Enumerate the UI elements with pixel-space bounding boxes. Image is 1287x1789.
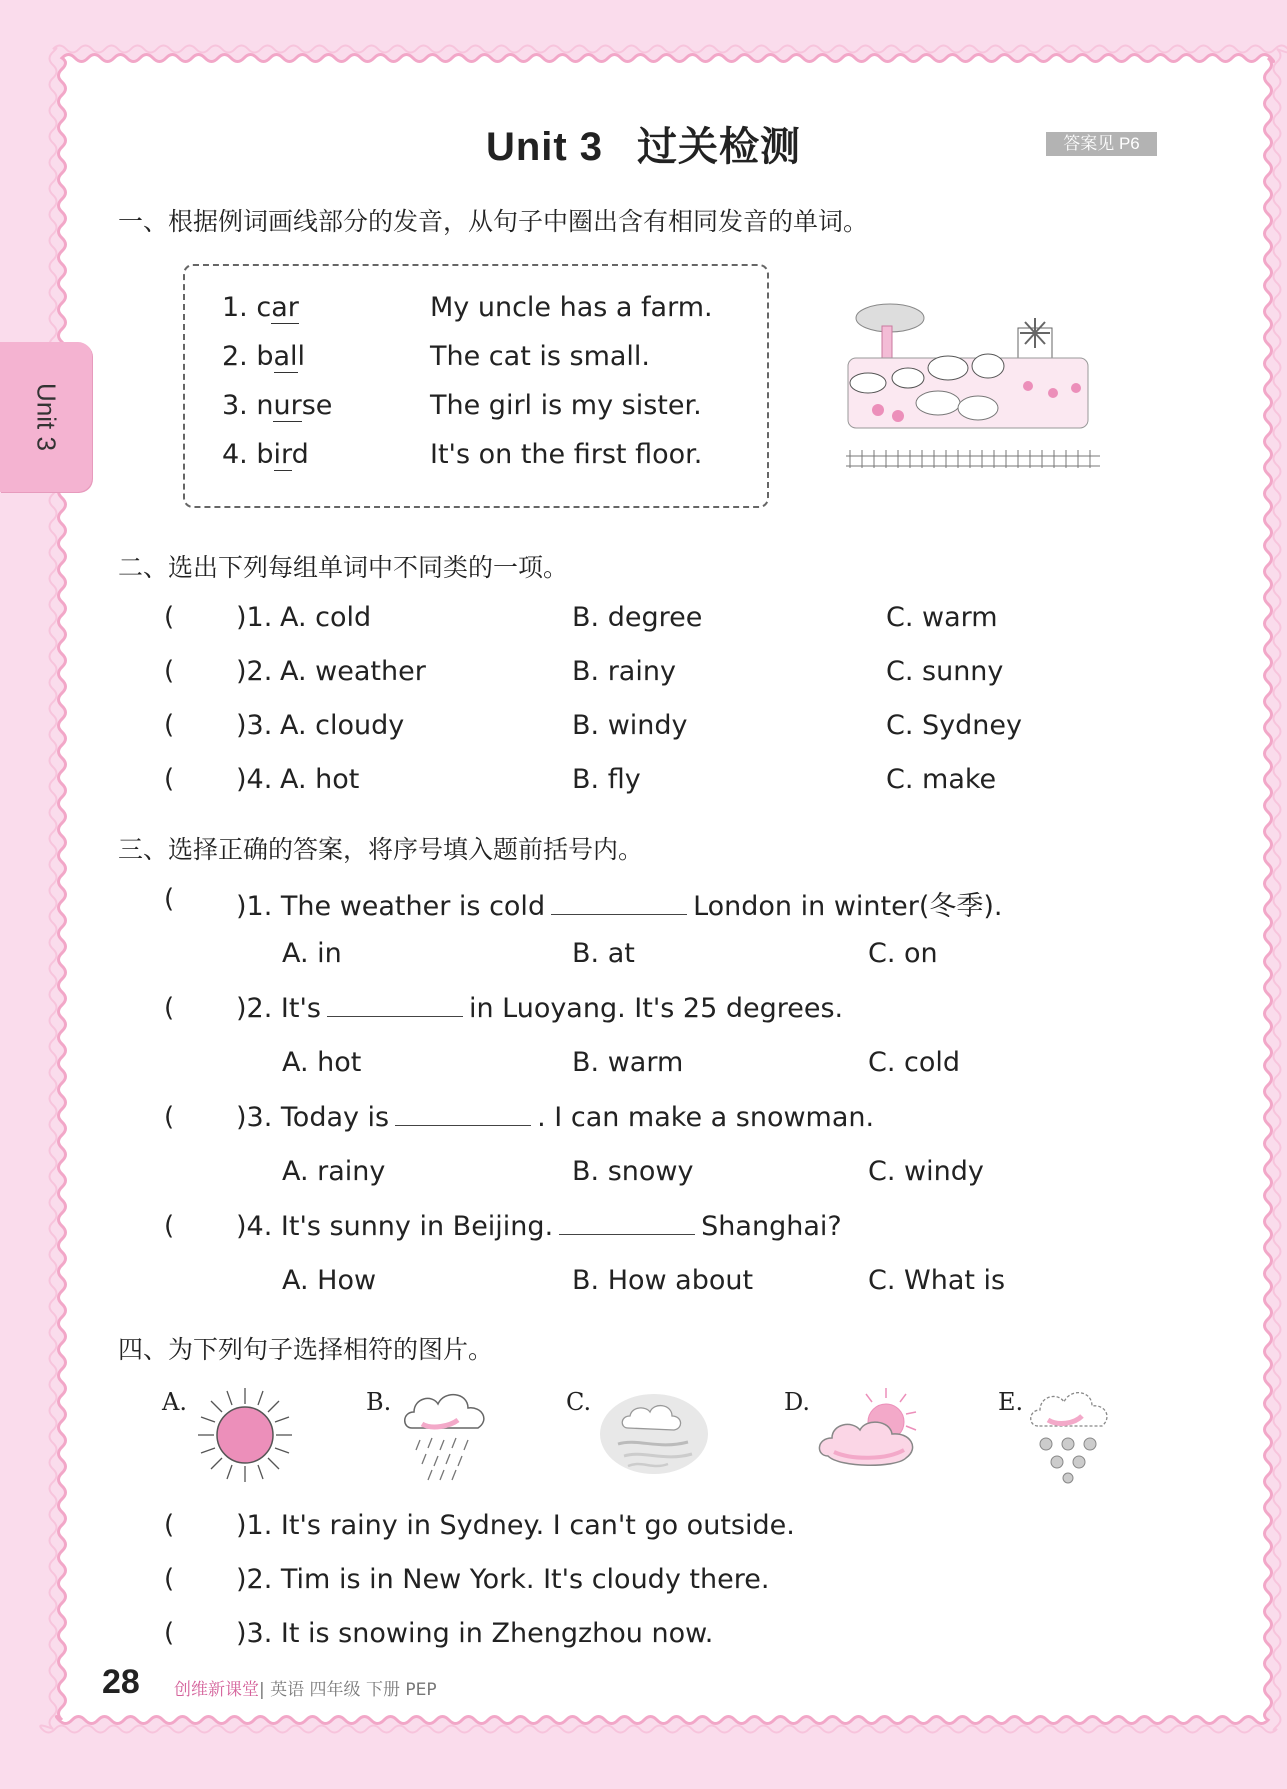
section3-heading: 三、选择正确的答案，将序号填入题前括号内。 [118,835,644,864]
word-part: b [256,439,274,470]
question-sentence [236,993,843,1024]
question-sentence [236,1102,874,1133]
item-number: 2. [222,341,248,372]
underlined-part: ur [273,390,302,421]
option-c: C. cold [868,1047,961,1078]
word-part: n [256,390,274,421]
question-number: )4. [236,1211,273,1242]
section4-heading: 四、为下列句子选择相符的图片。 [118,1335,494,1364]
option-c: C. Sydney [886,710,1022,741]
question-number: )3. [236,1618,273,1649]
option-c: C. on [868,938,938,969]
option-b: B. How about [572,1265,754,1296]
option-c: C. warm [886,602,998,633]
question-text: It's rainy in Sydney. I can't go outside. [280,1510,795,1541]
word-part: d [291,439,309,470]
word-part: l [297,341,306,372]
underlined-part: ar [271,292,299,323]
answer-reference-badge: 答案见 P6 [1046,132,1157,156]
option-a: A. How [282,1265,377,1296]
option-a: A. cloudy [280,710,405,741]
example-sentence: It's on the first floor. [430,439,703,470]
answer-paren: ( [164,1564,175,1594]
answer-paren: ( [164,884,175,914]
picture-label-e: E. [998,1388,1024,1416]
rain-cloud-icon [398,1386,494,1482]
sentence-before: The weather is cold [280,891,546,922]
answer-paren: ( [164,1102,175,1132]
answer-blank[interactable] [551,892,687,915]
option-a: A. hot [282,1047,362,1078]
question-number: )3. [236,1102,273,1133]
option-b: B. rainy [572,656,676,687]
example-sentence: The cat is small. [430,341,651,372]
question-number: )1. [236,891,273,922]
answer-blank[interactable] [559,1212,695,1235]
option-a: A. in [282,938,342,969]
option-c: C. sunny [886,656,1004,687]
footer-info [174,1675,437,1700]
option-a: A. hot [280,764,360,795]
sentence-after: London in winter(冬季). [693,891,1003,922]
answer-paren: ( [164,1211,175,1241]
sun-cloud-icon [816,1386,928,1474]
sentence-after: . I can make a snowman. [537,1102,875,1133]
sentence-after: Shanghai? [701,1211,842,1242]
picture-label-c: C. [566,1388,592,1416]
sentence-after: in Luoyang. It's 25 degrees. [468,993,844,1024]
picture-label-a: A. [162,1388,187,1416]
option-c: C. What is [868,1265,1006,1296]
word-part: b [256,341,274,372]
word-part: se [301,390,333,421]
picture-question [236,1564,769,1595]
answer-paren: ( [164,710,175,740]
question-number: )4. [236,764,273,795]
example-word [222,390,332,421]
answer-blank[interactable] [395,1103,531,1126]
sentence-before: Today is [280,1102,390,1133]
option-c: C. windy [868,1156,984,1187]
answer-paren: ( [164,602,175,632]
picture-label-d: D. [784,1388,811,1416]
section1-heading: 一、根据例词画线部分的发音，从句子中圈出含有相同发音的单词。 [118,207,869,236]
section2-heading: 二、选出下列每组单词中不同类的一项。 [118,553,569,582]
answer-paren: ( [164,1510,175,1540]
option-b: B. windy [572,710,688,741]
page-number: 28 [102,1663,140,1701]
option-b: B. degree [572,602,703,633]
option-b: B. snowy [572,1156,694,1187]
question-number: )2. [236,993,273,1024]
snow-cloud-icon [1026,1386,1112,1484]
farm-illustration [838,298,1106,470]
example-word [222,341,305,372]
question-number: )1. [236,602,273,633]
item-number: 1. [222,292,248,323]
answer-paren: ( [164,1618,175,1648]
picture-label-b: B. [366,1388,392,1416]
option-b: B. fly [572,764,641,795]
item-number: 3. [222,390,248,421]
option-b: B. at [572,938,635,969]
sentence-before: It's [280,993,321,1024]
example-word [222,292,299,323]
question-sentence [236,884,1002,923]
page-title: Unit 3 过关检测 [485,125,802,169]
question-text: Tim is in New York. It's cloudy there. [280,1564,770,1595]
option-b: B. warm [572,1047,684,1078]
footer-details: | 英语 四年级 下册 PEP [259,1680,437,1700]
question-number: )2. [236,656,273,687]
example-word [222,439,309,470]
wind-cloud-icon [598,1388,710,1480]
underlined-part: ir [273,439,292,470]
answer-paren: ( [164,656,175,686]
question-number: )3. [236,710,273,741]
side-tab-unit: Unit 3 [0,342,92,492]
question-sentence [236,1211,842,1242]
option-c: C. make [886,764,997,795]
example-sentence: My uncle has a farm. [430,292,713,323]
option-a: A. rainy [282,1156,386,1187]
option-a: A. cold [280,602,372,633]
option-a: A. weather [280,656,426,687]
question-number: )2. [236,1564,273,1595]
answer-paren: ( [164,764,175,794]
answer-blank[interactable] [327,994,463,1017]
question-number: )1. [236,1510,273,1541]
answer-paren: ( [164,993,175,1023]
sun-icon [196,1386,294,1484]
picture-question [236,1618,713,1649]
word-part: c [256,292,272,323]
underlined-part: al [273,341,298,372]
picture-question [236,1510,795,1541]
footer-brand: 创维新课堂 [174,1680,259,1700]
item-number: 4. [222,439,248,470]
example-sentence: The girl is my sister. [430,390,702,421]
sentence-before: It's sunny in Beijing. [280,1211,554,1242]
question-text: It is snowing in Zhengzhou now. [280,1618,714,1649]
